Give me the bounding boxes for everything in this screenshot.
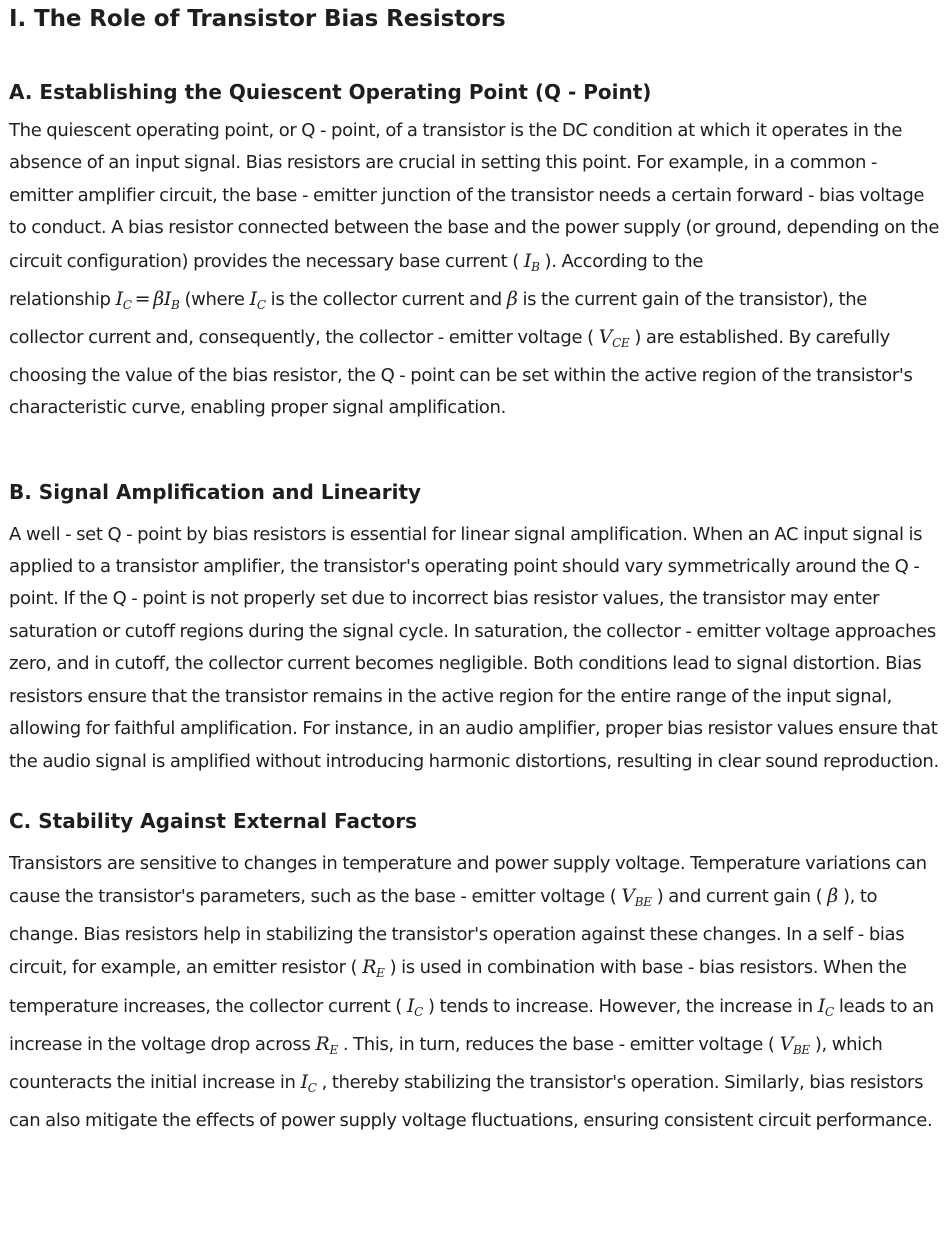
text-run: Transistors are sensitive to changes in temperature and power supply voltage. Temperature variations can cause the transistor's parameters, such as the base - emitter voltage ( <box>9 852 927 908</box>
text-run: ), which counteracts the initial increase in <box>9 1033 883 1094</box>
section-heading-a: A. Establishing the Quiescent Operating Point (Q - Point) <box>9 80 652 104</box>
text-run: ) tends to increase. However, the increase in <box>427 995 813 1017</box>
math-ic: $I_C$ <box>300 1071 317 1096</box>
text-run: . This, in turn, reduces the base - emitter voltage ( <box>342 1033 775 1055</box>
math-vce: $V_{CE}$ <box>598 326 630 351</box>
section-heading-b: B. Signal Amplification and Linearity <box>9 479 422 504</box>
text-run: (where <box>184 289 245 311</box>
page-title: I. The Role of Transistor Bias Resistors <box>9 6 506 32</box>
math-ic: $I_C$ <box>249 288 266 313</box>
text-run: , thereby stabilizing the transistor's operation. Similarly, bias resistors can also mitigate the effects of power supply voltage fluctuations, ensuring consistent circuit performance. <box>9 1072 933 1131</box>
text-run: leads to an increase in the voltage drop across <box>9 995 934 1055</box>
math-vbe: $V_{BE}$ <box>621 885 652 910</box>
text-run: is the collector current and <box>270 289 502 311</box>
math-ib: $I_B$ <box>523 249 540 274</box>
section-heading-c: C. Stability Against External Factors <box>9 808 417 833</box>
math-re: $R_E$ <box>362 956 385 981</box>
text-run: ). According to the relationship <box>9 250 704 311</box>
text-run: ) are established. By carefully choosing the value of the bias resistor, the Q - point can be set within the active region of the transistor's characteristic curve, enabling proper signal amplification. <box>9 327 913 419</box>
section-paragraph-c <box>9 848 944 1137</box>
math-vbe: $V_{BE}$ <box>779 1032 810 1057</box>
math-beta: β <box>827 885 838 908</box>
section-paragraph-b: A well - set Q - point by bias resistors is essential for linear signal amplification. When an AC input signal is applied to a transistor amplifier, the transistor's operating point should vary symmetrically around the Q - point. If the Q - point is not properly set due to incorrect bias resistor values, the transistor may enter saturation or cutoff regions during the signal cycle. In saturation, the collector - emitter voltage approaches zero, and in cutoff, the collector current becomes negligible. Both conditions lead to signal distortion. Bias resistors ensure that the transistor remains in the active region for the entire range of the input signal, allowing for faithful amplification. For instance, in an audio amplifier, proper bias resistor values ensure that the audio signal is amplified without introducing harmonic distortions, resulting in clear sound reproduction. <box>9 523 939 772</box>
math-ic: $I_C$ <box>406 994 423 1019</box>
math-ic-equals-beta-ib: $I_C = \beta I_B$ <box>115 288 180 313</box>
text-run: ) and current gain ( <box>656 886 823 908</box>
math-beta: β <box>506 288 518 311</box>
text-run: ) is used in combination with base - bias resistors. When the temperature increases, the collector current ( <box>9 957 907 1017</box>
text-run: is the current gain of the transistor), the collector current and, consequently, the collector - emitter voltage ( <box>9 289 868 349</box>
math-re: $R_E$ <box>315 1032 338 1057</box>
math-ic: $I_C$ <box>817 994 834 1019</box>
text-run: ), to change. Bias resistors help in stabilizing the transistor's operation against these changes. In a self - bias circuit, for example, an emitter resistor ( <box>9 886 905 979</box>
section-paragraph-a <box>9 115 944 425</box>
text-run: The quiescent operating point, or Q - point, of a transistor is the DC condition at which it operates in the absence of an input signal. Bias resistors are crucial in setting this point. For example, in a common - emitter amplifier circuit, the base - emitter junction of the transistor needs a certain forward - bias voltage to conduct. A bias resistor connected between the base and the power supply (or ground, depending on the circuit configuration) provides the necessary base current ( <box>9 120 940 272</box>
